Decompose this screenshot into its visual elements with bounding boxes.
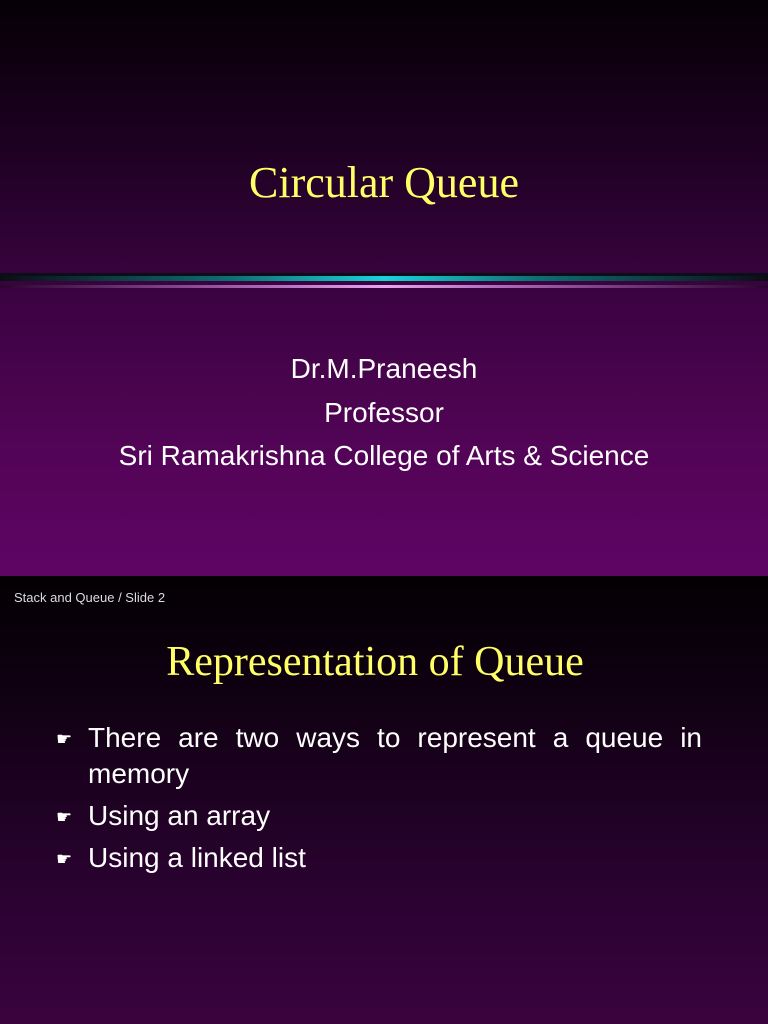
- author-institution: Sri Ramakrishna College of Arts & Science: [118, 440, 650, 471]
- pointing-hand-icon: ☛: [56, 729, 73, 750]
- list-item: [56, 798, 702, 834]
- bullet-text: Using an array: [88, 800, 271, 831]
- slide-title: Representation of Queue: [166, 639, 584, 685]
- content-slide: [0, 576, 768, 1024]
- list-item: [56, 840, 702, 876]
- pointing-hand-icon: ☛: [56, 807, 73, 828]
- bullet-text: Using a linked list: [88, 842, 306, 873]
- slide-footer: Stack and Queue / Slide 2: [14, 590, 166, 605]
- author-name: Dr.M.Praneesh: [290, 353, 478, 384]
- pointing-hand-icon: ☛: [56, 849, 73, 870]
- list-item: [56, 720, 702, 792]
- divider-cyan-bar: [0, 276, 768, 281]
- bullet-list: [56, 720, 702, 882]
- bullet-text: There are two ways to represent a queue in memory: [88, 722, 702, 789]
- slide-title: Circular Queue: [249, 158, 519, 207]
- author-position: Professor: [324, 396, 444, 428]
- divider-pink-bar: [0, 285, 768, 288]
- author-info: [0, 347, 768, 478]
